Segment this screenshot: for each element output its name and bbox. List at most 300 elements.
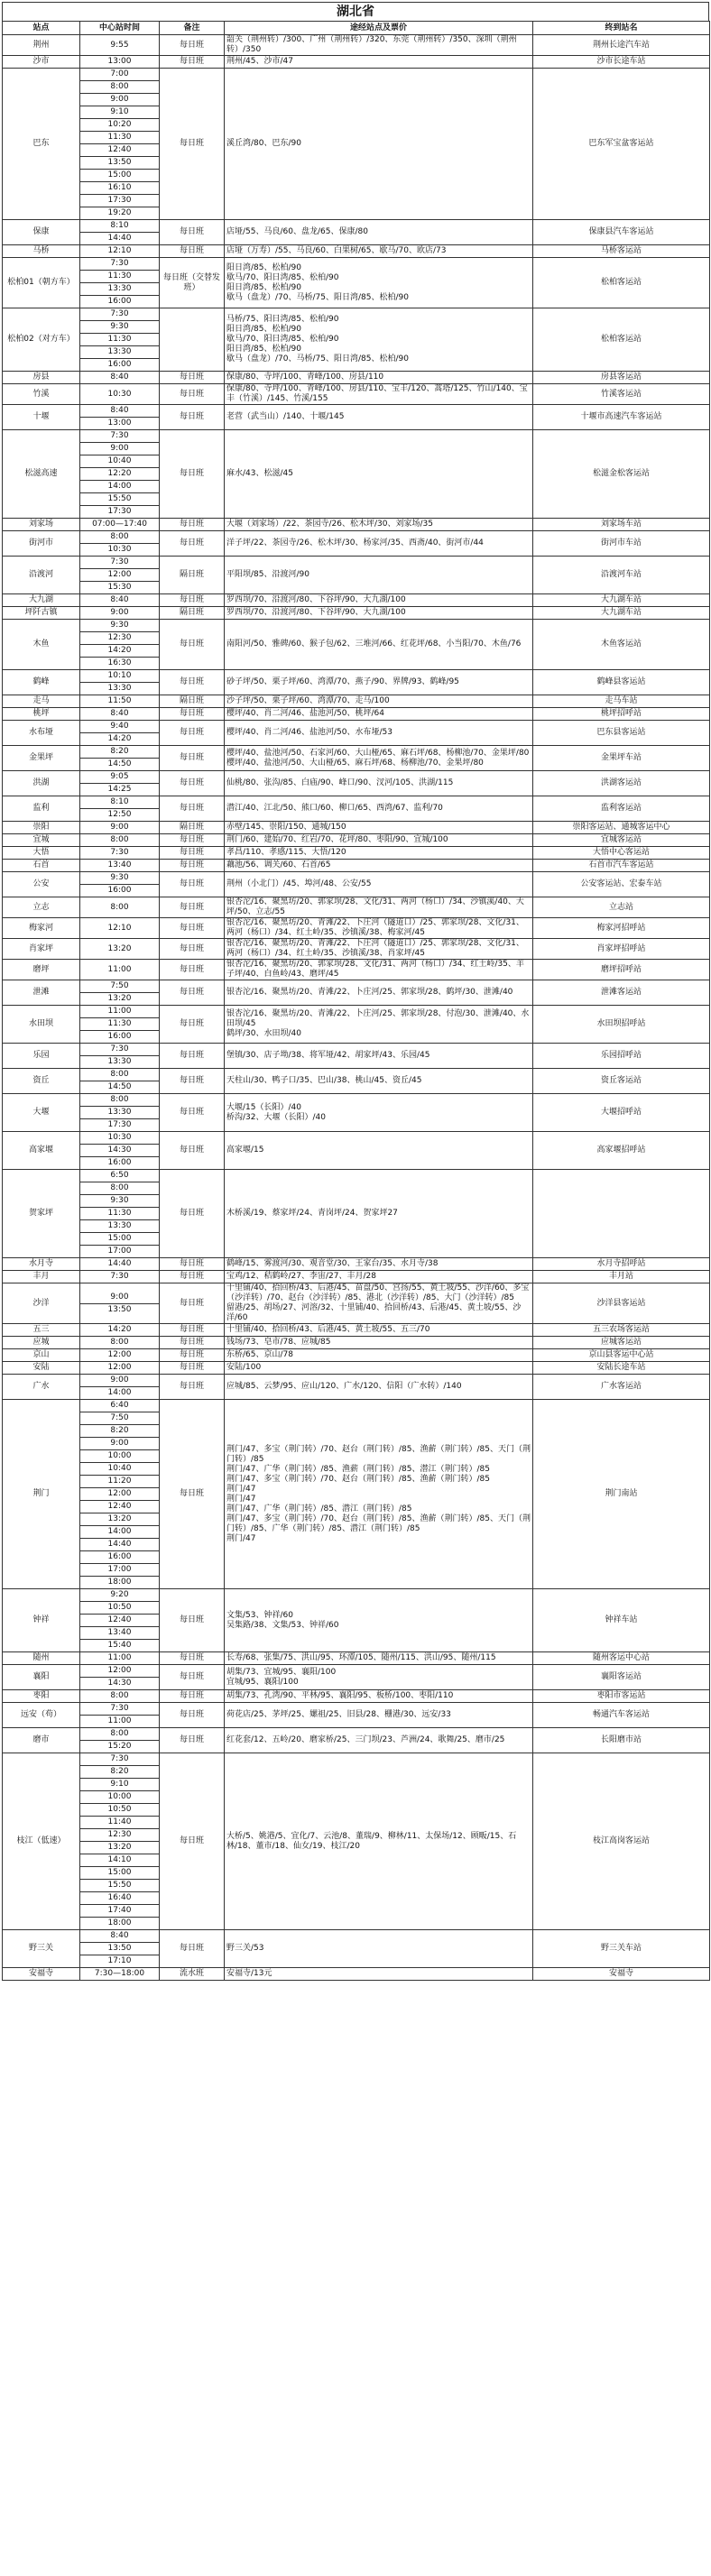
- dest-cell: 水田坝招呼站: [533, 1006, 710, 1044]
- dest-cell: 街河市车站: [533, 531, 710, 557]
- time-cell: [80, 1258, 160, 1271]
- departure-time: 13:20: [107, 943, 132, 953]
- via-cell: [225, 258, 533, 308]
- station-cell: 五三: [3, 1324, 80, 1337]
- station-cell: 桃坪: [3, 708, 80, 721]
- dest-cell: [533, 1170, 710, 1258]
- dest-cell: 木鱼客运站: [533, 620, 710, 670]
- station-cell: 刘家场: [3, 519, 80, 531]
- via-stops: 红花套/12、五岭/20、磨家桥/25、三门坝/23、芦洲/24、歌舞/25、磨市/25: [226, 1735, 505, 1744]
- note-cell: 每日班: [160, 430, 225, 519]
- note-cell: 每日班: [160, 980, 225, 1006]
- via-stops: 樱坪/40、肖二河/46、盐池河/50、水布垭/53: [226, 728, 392, 737]
- table-row: [3, 245, 710, 258]
- table-row: [3, 1690, 710, 1703]
- dest-cell: 巴东军宝盆客运站: [533, 69, 710, 220]
- table-row: [3, 847, 710, 860]
- note-cell: 每日班: [160, 746, 225, 771]
- via-stops: 鹤峰/15、雾渡河/30、观音堂/30、王家台/35、水月寺/38: [226, 1259, 439, 1268]
- via-stops: 银杏沱/16、聚黑坊/20、青滩/22、卜庄河（隧道口）/25、郭家坝/28、文化/31、两河（杨口）/34、红土岭/35、沙镇溪/38、肖家坪/45: [226, 939, 524, 958]
- via-cell: [225, 1006, 533, 1044]
- via-cell: [225, 1703, 533, 1728]
- departure-time: 6:40: [80, 1400, 159, 1412]
- departure-time: 17:40: [80, 1905, 159, 1918]
- station-cell: 巴东: [3, 69, 80, 220]
- via-cell: [225, 1968, 533, 1981]
- departure-time: 8:20: [80, 746, 159, 759]
- departure-time: 13:30: [107, 1057, 132, 1066]
- note-cell: 流水班: [160, 1968, 225, 1981]
- table-row: [3, 695, 710, 708]
- table-row: [3, 771, 710, 796]
- note-cell: 隔日班: [160, 557, 225, 594]
- via-cell: [225, 897, 533, 918]
- station-cell: 荆门: [3, 1400, 80, 1589]
- via-stops: 赤壁/145、崇阳/150、通城/150: [226, 823, 346, 832]
- dest-cell: 磨坪招呼站: [533, 960, 710, 980]
- departure-time: 17:30: [107, 1120, 132, 1129]
- time-cell: [80, 531, 160, 557]
- via-stops: 木桥溪/19、蔡家坪/24、青岗坪/24、贺家坪27: [226, 1209, 398, 1218]
- via-stops: 樱坪/40、肖二河/46、盐池河/50、桃坪/64: [226, 709, 384, 718]
- via-stops: 天柱山/30、鸭子口/35、巴山/38、桃山/45、资丘/45: [226, 1076, 422, 1085]
- departure-time: 10:40: [80, 1463, 159, 1476]
- via-stops: 文集/53、钟祥/60: [226, 1610, 293, 1620]
- note-cell: 每日班: [160, 860, 225, 872]
- via-stops: 阳日湾/85、松柏/90: [226, 262, 301, 272]
- via-cell: [225, 834, 533, 847]
- via-cell: [225, 1337, 533, 1349]
- time-cell: [80, 897, 160, 918]
- station-cell: 资丘: [3, 1069, 80, 1094]
- note-cell: 每日班: [160, 708, 225, 721]
- note-cell: 每日班: [160, 796, 225, 822]
- note-cell: 每日班: [160, 1589, 225, 1652]
- note-cell: 每日班: [160, 1324, 225, 1337]
- departure-time: 13:30: [107, 684, 132, 693]
- header-station: 站点: [3, 22, 80, 35]
- time-cell: [80, 405, 160, 430]
- via-stops: 吴集路/38、文集/53、钟祥/60: [226, 1620, 339, 1630]
- departure-time: 12:00: [107, 1363, 132, 1372]
- departure-time: 8:40: [80, 405, 159, 418]
- departure-time: 17:00: [107, 1247, 132, 1256]
- note-cell: 每日班: [160, 872, 225, 897]
- departure-time: 7:30: [80, 258, 159, 271]
- departure-time: 8:00: [80, 81, 159, 94]
- time-cell: [80, 1930, 160, 1968]
- via-stops: 樱坪/40、盐池河/50、大山桠/65、麻石坪/68、杨柳池/70、金果坪/80: [226, 758, 484, 768]
- departure-time: 13:50: [80, 157, 159, 170]
- via-stops: 银杏沱/16、聚黑坊/20、郭家坝/28、文化/31、两河（杨口）/34、沙镇溪/40、大坪/50、立志/55: [226, 897, 524, 916]
- dest-cell: 水月寺招呼站: [533, 1258, 710, 1271]
- departure-time: 10:40: [80, 455, 159, 468]
- time-cell: [80, 220, 160, 245]
- via-cell: [225, 1665, 533, 1690]
- station-cell: 广水: [3, 1375, 80, 1400]
- departure-time: 8:00: [110, 1338, 129, 1347]
- departure-time: 13:30: [80, 283, 159, 296]
- dest-cell: 资丘客运站: [533, 1069, 710, 1094]
- dest-cell: 公安客运站、宏泰车站: [533, 872, 710, 897]
- departure-time: 13:40: [107, 860, 132, 869]
- departure-time: 11:00: [107, 1716, 132, 1725]
- note-cell: 每日班: [160, 1349, 225, 1362]
- departure-time: 13:00: [107, 57, 132, 66]
- departure-time: 19:20: [107, 208, 132, 217]
- via-cell: [225, 1044, 533, 1069]
- time-cell: [80, 56, 160, 69]
- time-cell: [80, 1170, 160, 1258]
- departure-time: 11:40: [80, 1817, 159, 1829]
- dest-cell: 金果坪车站: [533, 746, 710, 771]
- dest-cell: 大九湖车站: [533, 594, 710, 607]
- dest-cell: 宜城客运站: [533, 834, 710, 847]
- departure-time: 9:00: [80, 94, 159, 106]
- table-row: [3, 1271, 710, 1283]
- via-stops: 仙桃/80、张沟/85、白庙/90、峰口/90、汊河/105、洪湖/115: [226, 778, 454, 787]
- departure-time: 10:20: [80, 119, 159, 132]
- time-cell: [80, 695, 160, 708]
- note-cell: 每日班: [160, 594, 225, 607]
- time-cell: [80, 1375, 160, 1400]
- departure-time: 11:00: [107, 1653, 132, 1662]
- time-cell: [80, 960, 160, 980]
- station-cell: 石首: [3, 860, 80, 872]
- departure-time: 13:20: [80, 1513, 159, 1526]
- departure-time: 12:40: [80, 1615, 159, 1627]
- departure-time: 14:20: [80, 645, 159, 658]
- station-cell: 枝江（低速）: [3, 1753, 80, 1930]
- via-cell: [225, 708, 533, 721]
- note-cell: 隔日班: [160, 695, 225, 708]
- departure-time: 9:00: [80, 1375, 159, 1387]
- departure-time: 9:00: [80, 1438, 159, 1450]
- departure-time: 8:40: [110, 709, 129, 718]
- departure-time: 8:40: [110, 373, 129, 382]
- station-cell: 梅家河: [3, 918, 80, 939]
- station-cell: 街河市: [3, 531, 80, 557]
- station-cell: 松柏01（朝方车）: [3, 258, 80, 308]
- via-stops: 宜城/95、襄阳/100: [226, 1677, 299, 1687]
- departure-time: 9:00: [110, 823, 129, 832]
- note-cell: 每日班: [160, 1170, 225, 1258]
- table-row: [3, 939, 710, 960]
- via-cell: [225, 56, 533, 69]
- note-cell: 每日班: [160, 35, 225, 56]
- dest-cell: 梅家河招呼站: [533, 918, 710, 939]
- station-cell: 大悟: [3, 847, 80, 860]
- note-cell: 隔日班: [160, 822, 225, 834]
- departure-time: 7:30: [80, 1044, 159, 1056]
- dest-cell: 京山县客运中心站: [533, 1349, 710, 1362]
- time-cell: [80, 430, 160, 519]
- dest-cell: 高家堰招呼站: [533, 1132, 710, 1170]
- time-cell: [80, 847, 160, 860]
- note-cell: 每日班: [160, 372, 225, 384]
- note-cell: 每日班: [160, 1690, 225, 1703]
- note-cell: 每日班: [160, 531, 225, 557]
- departure-time: 7:50: [80, 980, 159, 993]
- departure-time: 16:00: [107, 297, 132, 306]
- table-row: [3, 308, 710, 372]
- departure-time: 15:00: [80, 1233, 159, 1246]
- station-cell: 安陆: [3, 1362, 80, 1375]
- station-cell: 远安（苟）: [3, 1703, 80, 1728]
- station-cell: 保康: [3, 220, 80, 245]
- time-cell: [80, 1968, 160, 1981]
- time-cell: [80, 1271, 160, 1283]
- via-stops: 荆门/47、广华（荆门转）/85、潜江（荆门转）/85: [226, 1504, 412, 1513]
- table-row: [3, 258, 710, 308]
- via-stops: 溪丘湾/80、巴东/90: [226, 139, 301, 148]
- via-cell: [225, 847, 533, 860]
- dest-cell: 沿渡河车站: [533, 557, 710, 594]
- departure-time: 8:00: [80, 1182, 159, 1195]
- departure-time: 9:05: [80, 771, 159, 784]
- dest-cell: 桃坪招呼站: [533, 708, 710, 721]
- via-stops: 荆州（小北门）/45、埠河/48、公安/55: [226, 879, 372, 888]
- departure-time: 9:30: [80, 872, 159, 885]
- table-row: [3, 1094, 710, 1132]
- via-cell: [225, 695, 533, 708]
- time-cell: [80, 1044, 160, 1069]
- dest-cell: 松柏客运站: [533, 258, 710, 308]
- departure-time: 13:30: [80, 1107, 159, 1119]
- note-cell: 每日班: [160, 1362, 225, 1375]
- time-cell: [80, 384, 160, 405]
- time-cell: [80, 1652, 160, 1665]
- departure-time: 16:00: [107, 1032, 132, 1041]
- time-cell: [80, 594, 160, 607]
- via-cell: [225, 35, 533, 56]
- table-row: [3, 1728, 710, 1753]
- table-row: [3, 897, 710, 918]
- table-row: [3, 860, 710, 872]
- departure-time: 7:30: [80, 557, 159, 569]
- station-cell: 金果坪: [3, 746, 80, 771]
- dest-cell: 应城客运站: [533, 1337, 710, 1349]
- time-cell: [80, 746, 160, 771]
- departure-time: 14:40: [80, 1539, 159, 1551]
- table-row: [3, 557, 710, 594]
- table-row: [3, 1589, 710, 1652]
- dest-cell: 大悟中心客运站: [533, 847, 710, 860]
- station-cell: 坪阡古镇: [3, 607, 80, 620]
- via-stops: 鹤坪/30、水田坝/40: [226, 1029, 301, 1038]
- time-cell: [80, 519, 160, 531]
- station-cell: 贺家坪: [3, 1170, 80, 1258]
- note-cell: 隔日班: [160, 607, 225, 620]
- time-cell: [80, 939, 160, 960]
- time-cell: [80, 1400, 160, 1589]
- via-cell: [225, 796, 533, 822]
- via-stops: 麻水/43、松滋/45: [226, 469, 293, 478]
- departure-time: 12:00: [80, 1665, 159, 1678]
- via-stops: 胡集/73、孔湾/90、平林/95、襄阳/95、板桥/100、枣阳/110: [226, 1691, 454, 1700]
- via-cell: [225, 1589, 533, 1652]
- departure-time: 12:00: [107, 1350, 132, 1359]
- via-cell: [225, 1930, 533, 1968]
- departure-time: 14:40: [107, 1259, 132, 1268]
- note-cell: 每日班: [160, 245, 225, 258]
- table-row: [3, 519, 710, 531]
- via-stops: 潜江/40、江北/50、熊口/60、柳口/65、西湾/67、监利/70: [226, 804, 443, 813]
- departure-time: 9:30: [80, 620, 159, 632]
- departure-time: 8:40: [110, 595, 129, 604]
- via-stops: 桥沟/32、大堰（长阳）/40: [226, 1112, 326, 1122]
- table-row: [3, 69, 710, 220]
- note-cell: 每日班: [160, 1132, 225, 1170]
- departure-time: 12:30: [80, 632, 159, 645]
- via-cell: [225, 1362, 533, 1375]
- departure-time: 10:30: [107, 389, 132, 399]
- via-stops: 大堰（刘家场）/22、茶园寺/26、松木坪/30、刘家场/35: [226, 520, 433, 529]
- dest-cell: 五三农场客运站: [533, 1324, 710, 1337]
- via-cell: [225, 430, 533, 519]
- dest-cell: 巴东县客运站: [533, 721, 710, 746]
- via-stops: 银杏沱/16、聚黑坊/20、青滩/22、卜庄河/25、郭家坝/28、付泡/30、泄滩/40、水田坝/45: [226, 1009, 530, 1028]
- dest-cell: 鹤峰县客运站: [533, 670, 710, 695]
- departure-time: 9:30: [80, 1195, 159, 1208]
- via-stops: 藕池/56、调关/60、石首/65: [226, 860, 331, 869]
- via-cell: [225, 1271, 533, 1283]
- dest-cell: 丰月站: [533, 1271, 710, 1283]
- time-cell: [80, 1665, 160, 1690]
- via-stops: 银杏沱/16、聚黑坊/20、郭家坝/28、文化/31、两河（杨口）/34、红土岭/35、羊子坪/40、白鱼岭/43、磨坪/45: [226, 960, 524, 979]
- via-stops: 歇马（盘龙）/70、马桥/75、阳日湾/85、松柏/90: [226, 292, 409, 302]
- dest-cell: 大九湖车站: [533, 607, 710, 620]
- table-row: [3, 822, 710, 834]
- station-cell: 十堰: [3, 405, 80, 430]
- via-cell: [225, 607, 533, 620]
- header-note: 备注: [160, 22, 225, 35]
- station-cell: 立志: [3, 897, 80, 918]
- station-cell: 房县: [3, 372, 80, 384]
- departure-time: 7:30: [80, 430, 159, 443]
- station-cell: 高家堰: [3, 1132, 80, 1170]
- departure-time: 15:00: [80, 170, 159, 182]
- dest-cell: 钟祥车站: [533, 1589, 710, 1652]
- departure-time: 8:10: [80, 796, 159, 809]
- note-cell: 每日班: [160, 1069, 225, 1094]
- dest-cell: 立志站: [533, 897, 710, 918]
- departure-time: 11:00: [80, 1006, 159, 1018]
- via-stops: 安陆/100: [226, 1363, 262, 1372]
- via-cell: [225, 1170, 533, 1258]
- dest-cell: 保康县汽车客运站: [533, 220, 710, 245]
- departure-time: 16:00: [107, 360, 132, 369]
- via-stops: 宝鸡/12、秸鹤岭/27、李宙/27、丰月/28: [226, 1272, 376, 1281]
- departure-time: 11:30: [80, 334, 159, 346]
- via-stops: 胡集/73、宜城/95、襄阳/100: [226, 1667, 337, 1677]
- departure-time: 18:00: [107, 1578, 132, 1587]
- via-stops: 阳日湾/85、松柏/90: [226, 325, 301, 334]
- station-cell: 野三关: [3, 1930, 80, 1968]
- via-stops: 银杏沱/16、聚黑坊/20、青滩/22、卜庄河/25、郭家坝/28、鹤坪/30、泄滩/40: [226, 988, 513, 997]
- dest-cell: 崇阳客运站、通城客运中心: [533, 822, 710, 834]
- table-row: [3, 1170, 710, 1258]
- timetable-page: [2, 2, 709, 1981]
- departure-time: 7:30: [110, 1272, 129, 1281]
- departure-time: 11:50: [107, 696, 132, 705]
- departure-time: 11:20: [80, 1476, 159, 1488]
- table-row: [3, 1968, 710, 1981]
- station-cell: 丰月: [3, 1271, 80, 1283]
- departure-time: 8:00: [80, 531, 159, 544]
- station-cell: 磨市: [3, 1728, 80, 1753]
- note-cell: 每日班: [160, 1375, 225, 1400]
- via-stops: 店垭/55、马良/60、盘龙/65、保康/80: [226, 227, 368, 236]
- departure-time: 10:30: [107, 545, 132, 554]
- departure-time: 7:30: [80, 1703, 159, 1716]
- time-cell: [80, 620, 160, 670]
- note-cell: 每日班: [160, 1271, 225, 1283]
- via-stops: 洋子坪/22、茶园寺/26、松木坪/30、杨家河/35、西斋/40、街河市/44: [226, 538, 484, 547]
- table-row: [3, 372, 710, 384]
- station-cell: 沙洋: [3, 1283, 80, 1324]
- via-cell: [225, 1690, 533, 1703]
- departure-time: 9:00: [80, 1292, 159, 1304]
- dest-cell: 大堰招呼站: [533, 1094, 710, 1132]
- via-cell: [225, 822, 533, 834]
- note-cell: 每日班: [160, 721, 225, 746]
- via-cell: [225, 1728, 533, 1753]
- dest-cell: 十堰市高速汽车客运站: [533, 405, 710, 430]
- time-cell: [80, 1362, 160, 1375]
- departure-time: 7:30: [80, 308, 159, 321]
- table-row: [3, 56, 710, 69]
- station-cell: 崇阳: [3, 822, 80, 834]
- via-stops: 歇马（盘龙）/70、马桥/75、阳日湾/85、松柏/90: [226, 354, 409, 363]
- station-cell: 磨坪: [3, 960, 80, 980]
- via-stops: 歇马/70、阳日湾/85、松柏/90: [226, 272, 339, 282]
- time-cell: [80, 796, 160, 822]
- via-stops: 钱场/73、皂市/78、应城/85: [226, 1338, 331, 1347]
- departure-time: 8:00: [110, 835, 129, 844]
- via-cell: [225, 384, 533, 405]
- table-row: [3, 430, 710, 519]
- dest-cell: 长阳磨市站: [533, 1728, 710, 1753]
- note-cell: 每日班: [160, 834, 225, 847]
- dest-cell: 乐园招呼站: [533, 1044, 710, 1069]
- dest-cell: 肖家坪招呼站: [533, 939, 710, 960]
- note-cell: 每日班: [160, 1753, 225, 1930]
- time-cell: [80, 607, 160, 620]
- time-cell: [80, 860, 160, 872]
- departure-time: 17:30: [80, 195, 159, 207]
- departure-time: 07:00—17:40: [92, 520, 147, 529]
- time-cell: [80, 1349, 160, 1362]
- departure-time: 13:20: [80, 1842, 159, 1854]
- via-cell: [225, 594, 533, 607]
- departure-time: 14:10: [80, 1854, 159, 1867]
- station-cell: 马桥: [3, 245, 80, 258]
- departure-time: 9:10: [80, 1779, 159, 1791]
- via-stops: 阳日湾/85、松柏/90: [226, 282, 301, 292]
- via-stops: 应城/85、云梦/95、应山/120、广水/120、信阳（广水转）/140: [226, 1382, 462, 1391]
- note-cell: 每日班: [160, 1400, 225, 1589]
- station-cell: 枣阳: [3, 1690, 80, 1703]
- time-cell: [80, 1753, 160, 1930]
- note-cell: 每日班: [160, 1652, 225, 1665]
- station-cell: 松柏02（对方车）: [3, 308, 80, 372]
- dest-cell: 畅通汽车客运站: [533, 1703, 710, 1728]
- time-cell: [80, 980, 160, 1006]
- time-cell: [80, 557, 160, 594]
- departure-time: 16:00: [107, 886, 132, 895]
- table-row: [3, 220, 710, 245]
